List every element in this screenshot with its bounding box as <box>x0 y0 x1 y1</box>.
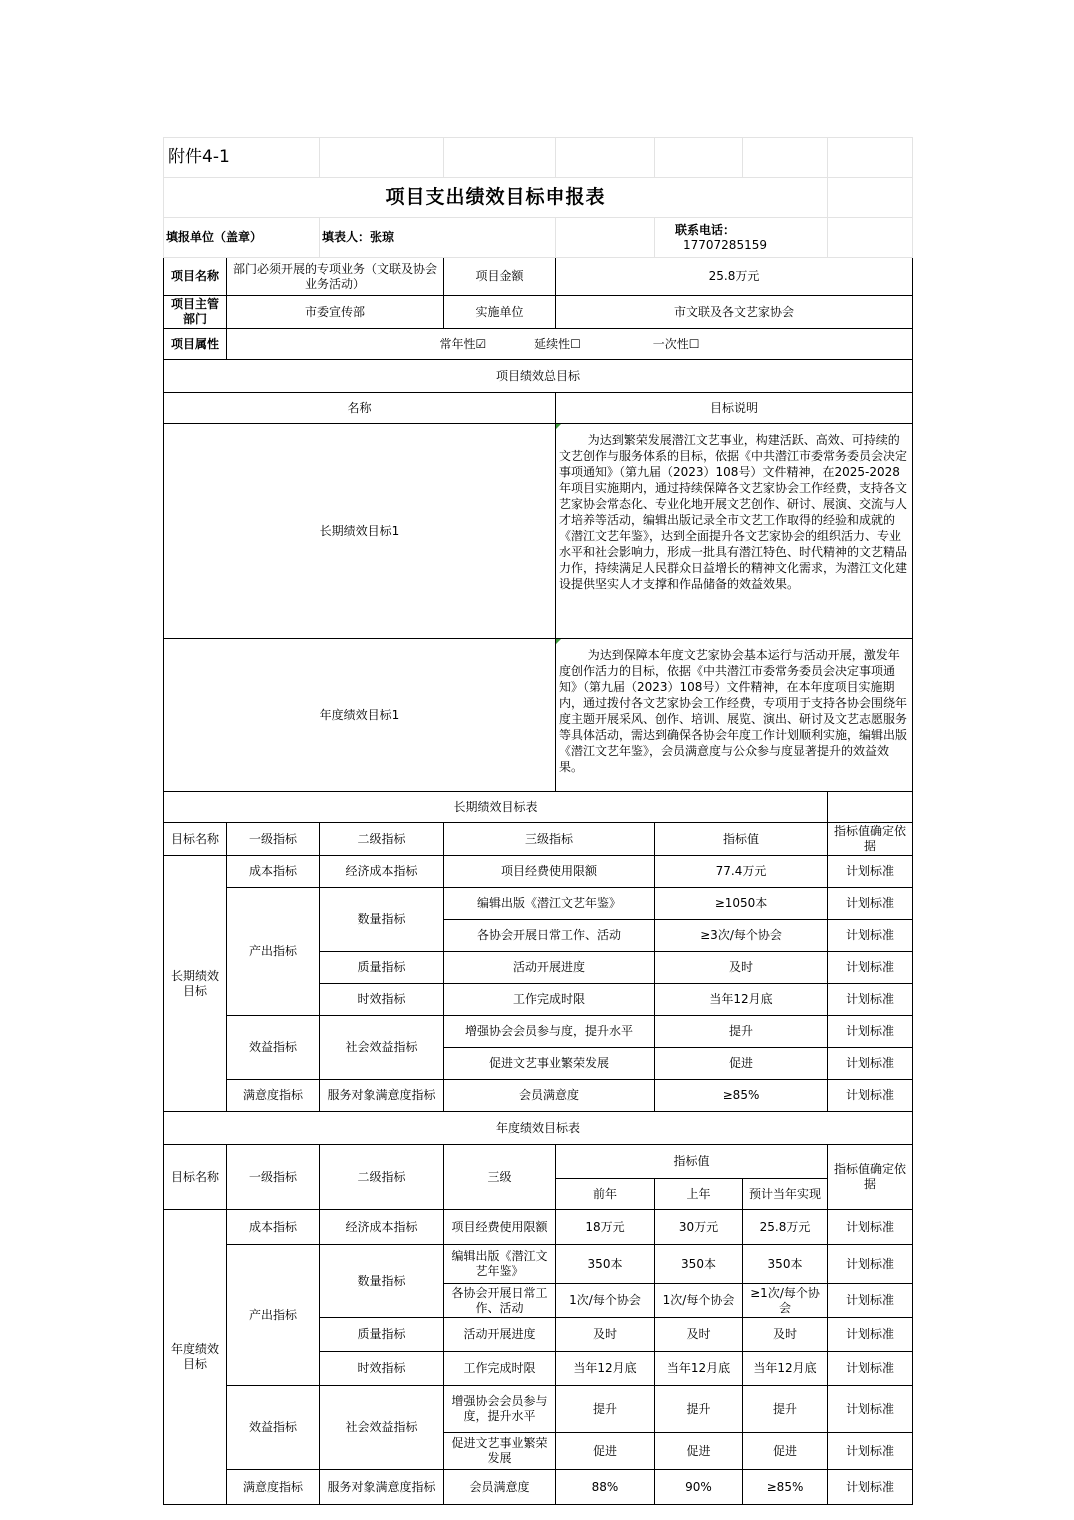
long-header-l3: 三级指标 <box>444 823 655 856</box>
table-row-prev1: 当年12月底 <box>655 1352 743 1386</box>
table-row-l3: 促进文艺事业繁荣发展 <box>444 1433 556 1470</box>
table-row-l3: 编辑出版《潜江文艺年鉴》 <box>444 888 655 920</box>
phone-field <box>655 218 828 258</box>
table-row-l3: 工作完成时限 <box>444 984 655 1016</box>
annual-header-l2: 二级指标 <box>320 1145 444 1210</box>
phone-number: 17707285159 <box>683 237 767 252</box>
table-row-basis: 计划标准 <box>828 1470 913 1505</box>
table-row-cur: 促进 <box>743 1433 828 1470</box>
table-row-prev1: 提升 <box>655 1386 743 1433</box>
long-l2-service: 服务对象满意度指标 <box>320 1080 444 1112</box>
table-row-prev2: 促进 <box>556 1433 655 1470</box>
table-row-basis: 计划标准 <box>828 1284 913 1318</box>
table-row-basis: 计划标准 <box>828 1048 913 1080</box>
project-amount-value: 25.8万元 <box>556 258 913 296</box>
annual-l2-quality: 质量指标 <box>320 1318 444 1352</box>
long-l1-benefit: 效益指标 <box>227 1016 320 1080</box>
annual-header-target: 目标名称 <box>164 1145 227 1210</box>
annual-l2-service: 服务对象满意度指标 <box>320 1470 444 1505</box>
table-row-l3: 增强协会会员参与度，提升水平 <box>444 1386 556 1433</box>
project-amount-label: 项目金额 <box>444 258 556 296</box>
table-row-l3: 工作完成时限 <box>444 1352 556 1386</box>
long-header-l2: 二级指标 <box>320 823 444 856</box>
table-row-basis: 计划标准 <box>828 1210 913 1245</box>
table-row-l3: 活动开展进度 <box>444 952 655 984</box>
table-row-cur: ≥85% <box>743 1470 828 1505</box>
table-row-prev1: 90% <box>655 1470 743 1505</box>
table-row-basis: 计划标准 <box>828 1016 913 1048</box>
long-header-target: 目标名称 <box>164 823 227 856</box>
annual-l2-timeliness: 时效指标 <box>320 1352 444 1386</box>
annual-sub-cur: 预计当年实现 <box>743 1179 828 1210</box>
annual-l1-satisfaction: 满意度指标 <box>227 1470 320 1505</box>
annual-table-title: 年度绩效目标表 <box>164 1112 913 1145</box>
project-attr-options <box>227 329 913 360</box>
project-name-label: 项目名称 <box>164 258 227 296</box>
filler-person: 填表人：张琼 <box>320 218 556 258</box>
long-l2-quality: 质量指标 <box>320 952 444 984</box>
annual-sub-prev1: 上年 <box>655 1179 743 1210</box>
annual-l2-quantity: 数量指标 <box>320 1245 444 1318</box>
long-l2-social: 社会效益指标 <box>320 1016 444 1080</box>
annual-l1-cost: 成本指标 <box>227 1210 320 1245</box>
table-row-l3: 会员满意度 <box>444 1470 556 1505</box>
attr-continue: 延续性☐ <box>534 336 581 351</box>
annual-l2-social: 社会效益指标 <box>320 1386 444 1470</box>
table-row-prev2: 350本 <box>556 1245 655 1284</box>
table-row-prev2: 当年12月底 <box>556 1352 655 1386</box>
attachment-label: 附件4-1 <box>164 138 320 178</box>
annual-l1-benefit: 效益指标 <box>227 1386 320 1470</box>
table-row-l3: 会员满意度 <box>444 1080 655 1112</box>
annual-header-basis: 指标值确定依据 <box>828 1145 913 1210</box>
long-goal-desc: 为达到繁荣发展潜江文艺事业，构建活跃、高效、可持续的文艺创作与服务体系的目标，依据《中共潜江市委常务委员会决定事项通知》（第九届（2023）108号）文件精神，在2025-2028年项目实施期内，通过持续保障各文艺家协会工作经费，支持各文艺家协会常态化、专业化地开展文艺创作、研讨、展演、交流与人才培养等活动，编辑出版记录全市文艺工作取得的经验和成就的《潜江文艺年鉴》，达到全面提升各文艺家协会的组织活力、专业水平和社会影响力，形成一批具有潜江特色、时代精神的文艺精品力作，持续满足人民群众日益增长的精神文化需求，为潜江文化建设提供坚实人才支撑和作品储备的效益效果。 <box>556 424 913 639</box>
annual-goal-desc: 为达到保障本年度文艺家协会基本运行与活动开展，激发年度创作活力的目标，依据《中共潜江市委常务委员会决定事项通知》（第九届（2023）108号）文件精神，在本年度项目实施期内，通过拨付各文艺家协会工作经费，专项用于支持各协会围绕年度主题开展采风、创作、培训、展览、演出、研讨及文艺志愿服务等具体活动，需达到确保各协会年度工作计划顺利实施，编辑出版《潜江文艺年鉴》，会员满意度与公众参与度显著提升的效益效果。 <box>556 639 913 792</box>
table-row-value: ≥1050本 <box>655 888 828 920</box>
table-row-l3: 各协会开展日常工作、活动 <box>444 920 655 952</box>
goals-col-name: 名称 <box>164 393 556 424</box>
annual-header-l1: 一级指标 <box>227 1145 320 1210</box>
project-impl-value: 市文联及各文艺家协会 <box>556 296 913 329</box>
long-header-basis: 指标值确定依据 <box>828 823 913 856</box>
long-l2-quantity: 数量指标 <box>320 888 444 952</box>
project-impl-label: 实施单位 <box>444 296 556 329</box>
table-row-l3: 项目经费使用限额 <box>444 1210 556 1245</box>
table-row-prev2: 及时 <box>556 1318 655 1352</box>
long-group-name: 长期绩效目标 <box>164 856 227 1112</box>
long-table-title: 长期绩效目标表 <box>164 792 828 823</box>
table-row-prev2: 提升 <box>556 1386 655 1433</box>
table-row-basis: 计划标准 <box>828 1433 913 1470</box>
long-l1-cost: 成本指标 <box>227 856 320 888</box>
annual-group-name: 年度绩效目标 <box>164 1210 227 1505</box>
annual-header-value: 指标值 <box>556 1145 828 1179</box>
table-row-basis: 计划标准 <box>828 952 913 984</box>
performance-target-form <box>163 137 912 1505</box>
table-row-l3: 项目经费使用限额 <box>444 856 655 888</box>
project-dept-label: 项目主管部门 <box>164 296 227 329</box>
table-row-cur: ≥1次/每个协会 <box>743 1284 828 1318</box>
table-row-cur: 及时 <box>743 1318 828 1352</box>
goals-section-title: 项目绩效总目标 <box>164 360 913 393</box>
table-row-prev1: 促进 <box>655 1433 743 1470</box>
table-row-basis: 计划标准 <box>828 1386 913 1433</box>
table-row-value: 提升 <box>655 1016 828 1048</box>
phone-label: 联系电话： <box>675 222 736 237</box>
table-row-value: 及时 <box>655 952 828 984</box>
table-row-value: 当年12月底 <box>655 984 828 1016</box>
table-row-basis: 计划标准 <box>828 1080 913 1112</box>
annual-goal-name: 年度绩效目标1 <box>164 639 556 792</box>
table-row-l3: 增强协会会员参与度，提升水平 <box>444 1016 655 1048</box>
long-l1-satisfaction: 满意度指标 <box>227 1080 320 1112</box>
annual-l2-econ: 经济成本指标 <box>320 1210 444 1245</box>
table-row-cur: 25.8万元 <box>743 1210 828 1245</box>
table-row-prev1: 350本 <box>655 1245 743 1284</box>
table-row-l3: 各协会开展日常工作、活动 <box>444 1284 556 1318</box>
project-dept-value: 市委宣传部 <box>227 296 444 329</box>
long-header-l1: 一级指标 <box>227 823 320 856</box>
form-title: 项目支出绩效目标申报表 <box>164 178 828 218</box>
table-row-cur: 提升 <box>743 1386 828 1433</box>
table-row-cur: 当年12月底 <box>743 1352 828 1386</box>
table-row-basis: 计划标准 <box>828 888 913 920</box>
table-row-cur: 350本 <box>743 1245 828 1284</box>
long-goal-name: 长期绩效目标1 <box>164 424 556 639</box>
goals-col-desc: 目标说明 <box>556 393 913 424</box>
attr-regular: 常年性☑ <box>439 336 487 351</box>
table-row-prev1: 及时 <box>655 1318 743 1352</box>
table-row-l3: 活动开展进度 <box>444 1318 556 1352</box>
project-attr-label: 项目属性 <box>164 329 227 360</box>
long-l2-timeliness: 时效指标 <box>320 984 444 1016</box>
table-row-basis: 计划标准 <box>828 920 913 952</box>
table-row-basis: 计划标准 <box>828 984 913 1016</box>
project-name-value: 部门必须开展的专项业务（文联及协会业务活动） <box>227 258 444 296</box>
table-row-prev1: 1次/每个协会 <box>655 1284 743 1318</box>
annual-l1-output: 产出指标 <box>227 1245 320 1386</box>
table-row-basis: 计划标准 <box>828 1245 913 1284</box>
table-row-l3: 编辑出版《潜江文艺年鉴》 <box>444 1245 556 1284</box>
table-row-prev2: 18万元 <box>556 1210 655 1245</box>
table-row-basis: 计划标准 <box>828 856 913 888</box>
long-header-value: 指标值 <box>655 823 828 856</box>
table-row-value: ≥3次/每个协会 <box>655 920 828 952</box>
annual-sub-prev2: 前年 <box>556 1179 655 1210</box>
table-row-value: 77.4万元 <box>655 856 828 888</box>
table-row-value: 促进 <box>655 1048 828 1080</box>
form-table <box>163 137 913 1505</box>
filler-unit-label: 填报单位（盖章） <box>164 218 320 258</box>
long-l2-econ: 经济成本指标 <box>320 856 444 888</box>
table-row-basis: 计划标准 <box>828 1352 913 1386</box>
table-row-prev2: 88% <box>556 1470 655 1505</box>
table-row-prev1: 30万元 <box>655 1210 743 1245</box>
annual-header-l3: 三级 <box>444 1145 556 1210</box>
table-row-l3: 促进文艺事业繁荣发展 <box>444 1048 655 1080</box>
attr-once: 一次性☐ <box>652 336 700 351</box>
table-row-basis: 计划标准 <box>828 1318 913 1352</box>
table-row-value: ≥85% <box>655 1080 828 1112</box>
long-l1-output: 产出指标 <box>227 888 320 1016</box>
table-row-prev2: 1次/每个协会 <box>556 1284 655 1318</box>
